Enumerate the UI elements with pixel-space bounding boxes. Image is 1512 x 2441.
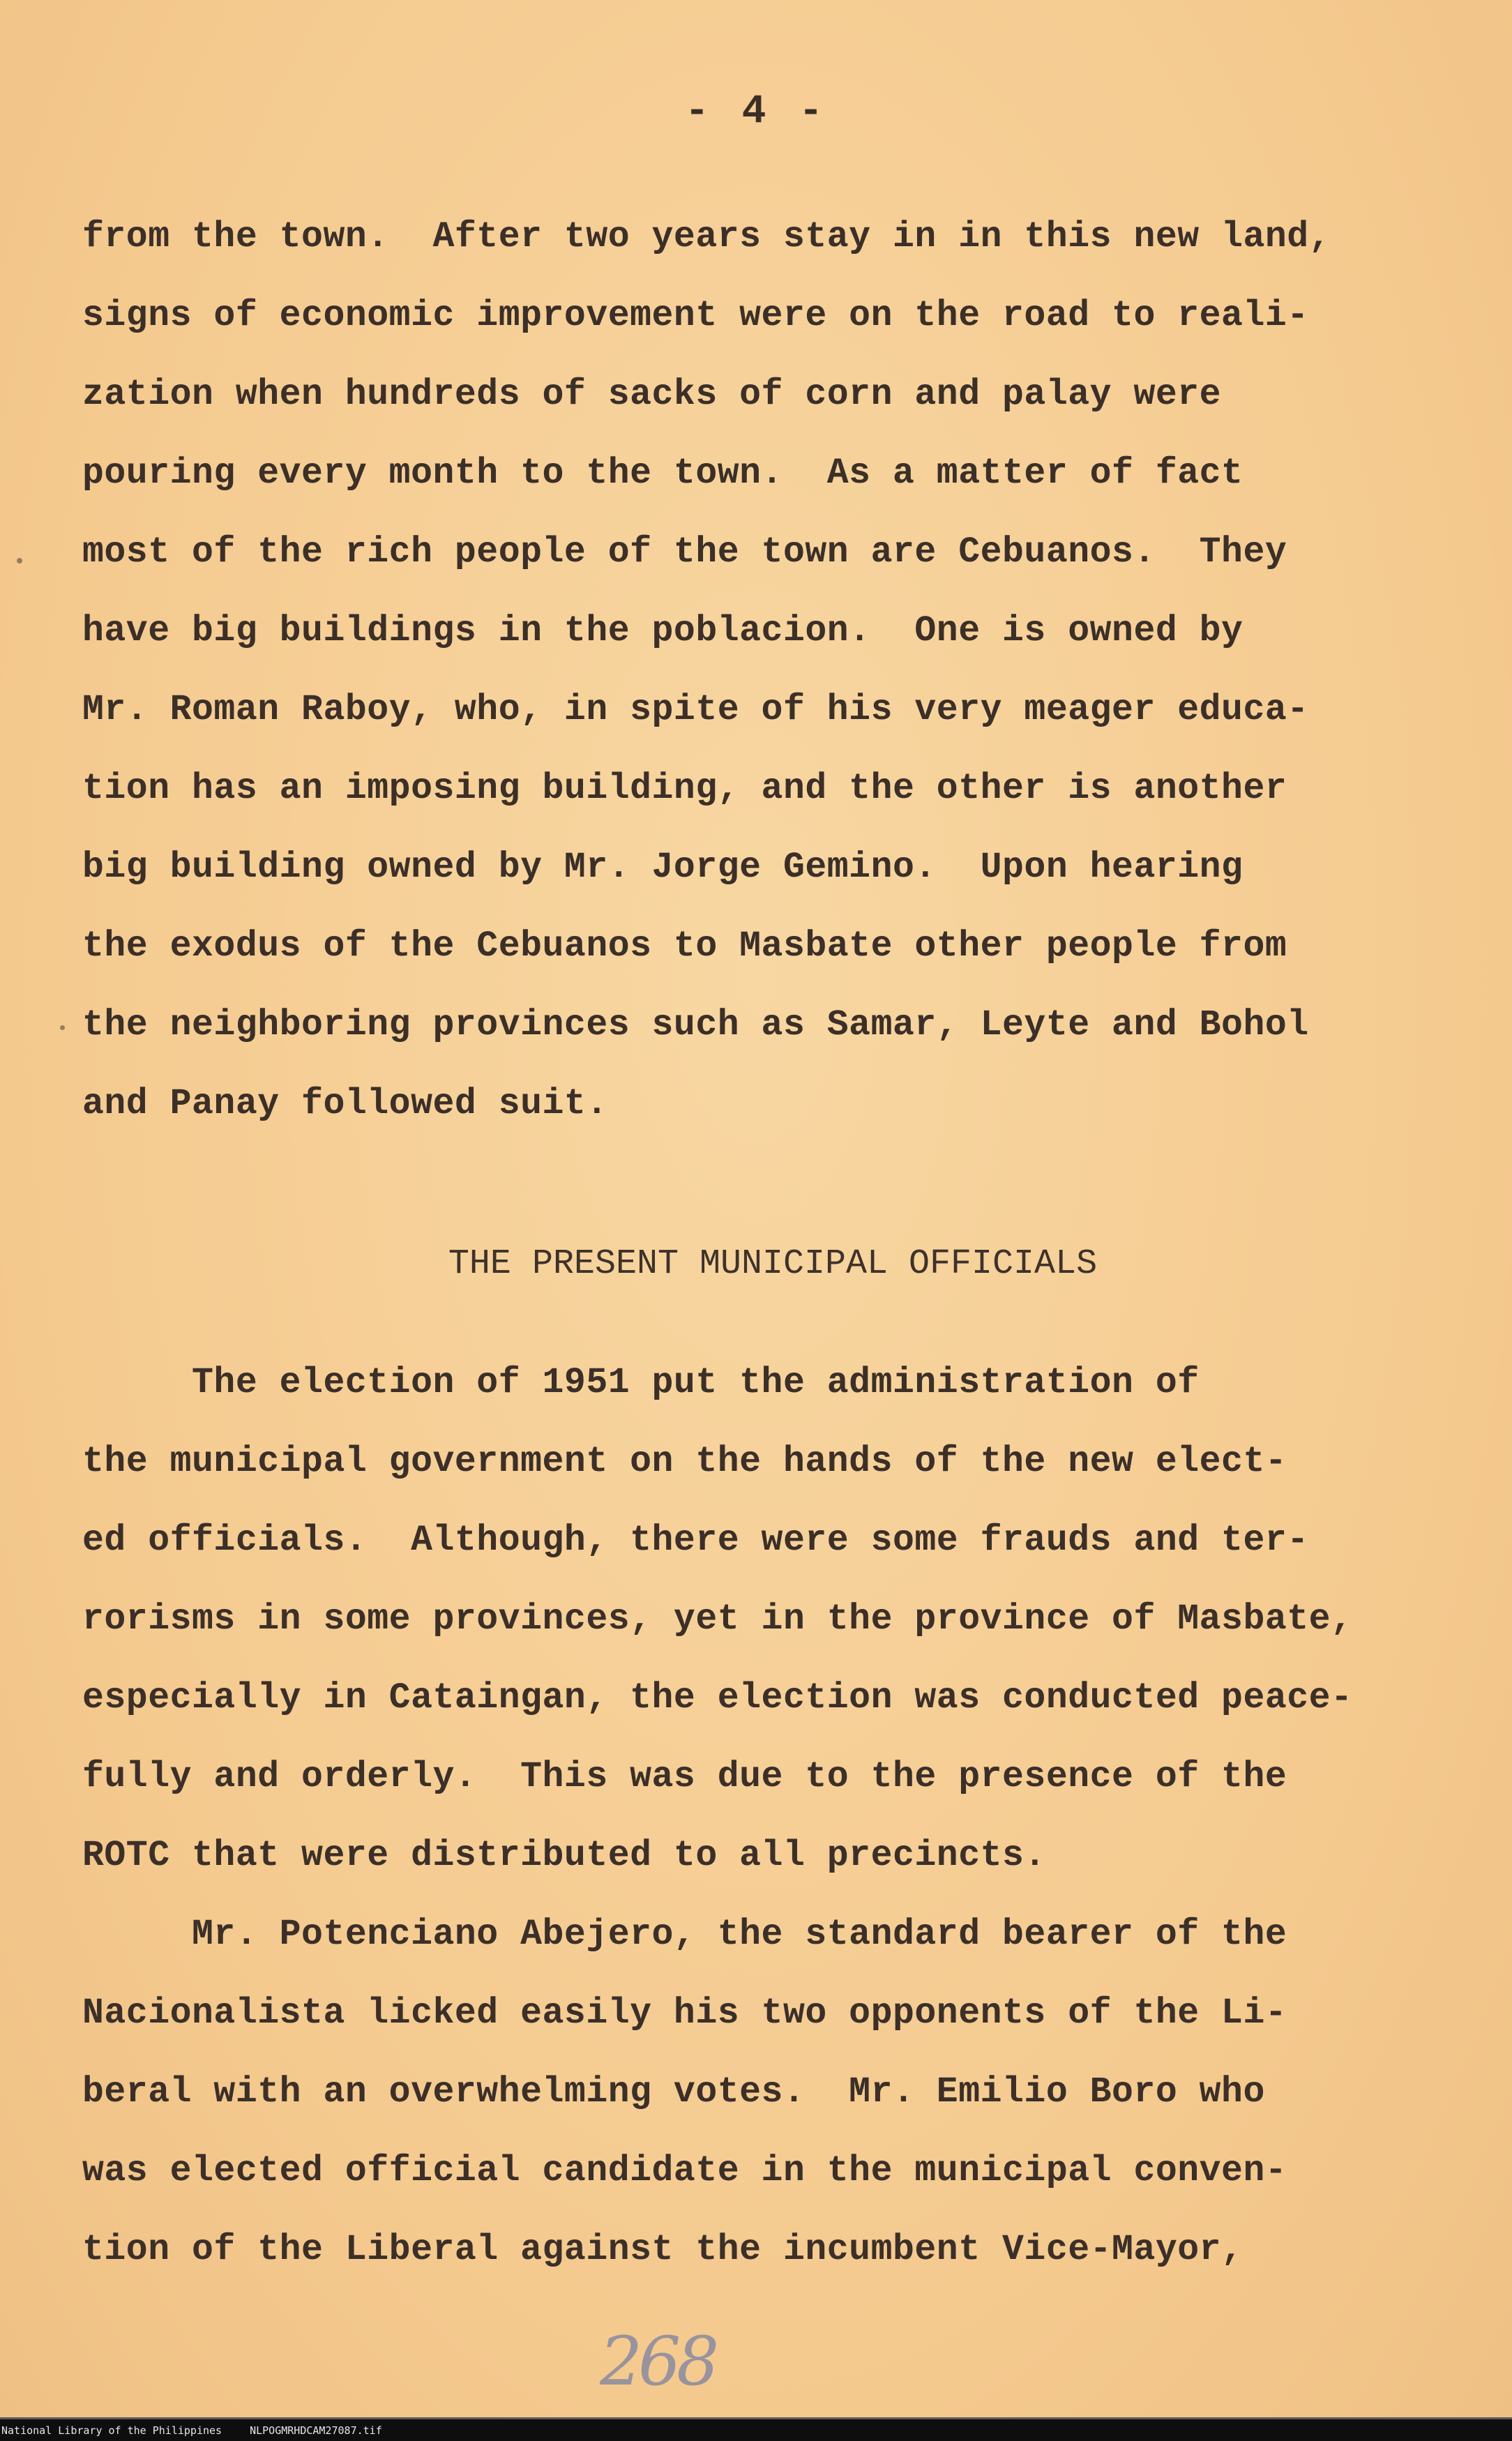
body-line: Mr. Potenciano Abejero, the standard bearer of the [82, 1914, 1287, 1955]
body-line: the neighboring provinces such as Samar, Leyte and Bohol [82, 1005, 1309, 1045]
page-number: - 4 - [684, 89, 828, 135]
body-line: tion has an imposing building, and the other is another [82, 769, 1287, 809]
body-line: and Panay followed suit. [82, 1084, 608, 1124]
margin-speck [60, 1025, 65, 1030]
footer-library-name: National Library of the Philippines [1, 2424, 222, 2437]
body-line: big building owned by Mr. Jorge Gemino. Upon hearing [82, 847, 1243, 888]
scan-footer-bar [0, 2417, 1512, 2441]
margin-speck [17, 558, 22, 564]
body-line: beral with an overwhelming votes. Mr. Emilio Boro who [82, 2072, 1265, 2113]
body-line: have big buildings in the poblacion. One is owned by [82, 611, 1243, 651]
body-line: Nacionalista licked easily his two opponents of the Li- [82, 1993, 1287, 2034]
body-line: Mr. Roman Raboy, who, in spite of his very meager educa- [82, 690, 1309, 730]
body-line: ROTC that were distributed to all precincts. [82, 1836, 1046, 1876]
body-line: signs of economic improvement were on the road to reali- [82, 296, 1309, 336]
body-line: pouring every month to the town. As a matter of fact [82, 453, 1243, 494]
body-line: zation when hundreds of sacks of corn and palay were [82, 375, 1222, 415]
body-line: especially in Cataingan, the election was conducted peace- [82, 1678, 1353, 1718]
body-line: was elected official candidate in the municipal conven- [82, 2151, 1287, 2191]
body-line: the exodus of the Cebuanos to Masbate other people from [82, 926, 1287, 967]
body-line: ed officials. Although, there were some frauds and ter- [82, 1520, 1309, 1561]
section-heading: THE PRESENT MUNICIPAL OFFICIALS [448, 1244, 1098, 1284]
body-line: the municipal government on the hands of the new elect- [82, 1442, 1287, 1482]
footer-file-name: NLPOGMRHDCAM27087.tif [250, 2424, 382, 2437]
handwritten-folio-number: 268 [600, 2322, 716, 2401]
body-line: tion of the Liberal against the incumbent Vice-Mayor, [82, 2230, 1243, 2270]
body-line: rorisms in some provinces, yet in the province of Masbate, [82, 1599, 1353, 1640]
body-line: fully and orderly. This was due to the presence of the [82, 1757, 1287, 1797]
body-line: from the town. After two years stay in in this new land, [82, 217, 1331, 257]
body-line: The election of 1951 put the administration of [82, 1363, 1200, 1403]
body-line: most of the rich people of the town are Cebuanos. They [82, 532, 1287, 573]
